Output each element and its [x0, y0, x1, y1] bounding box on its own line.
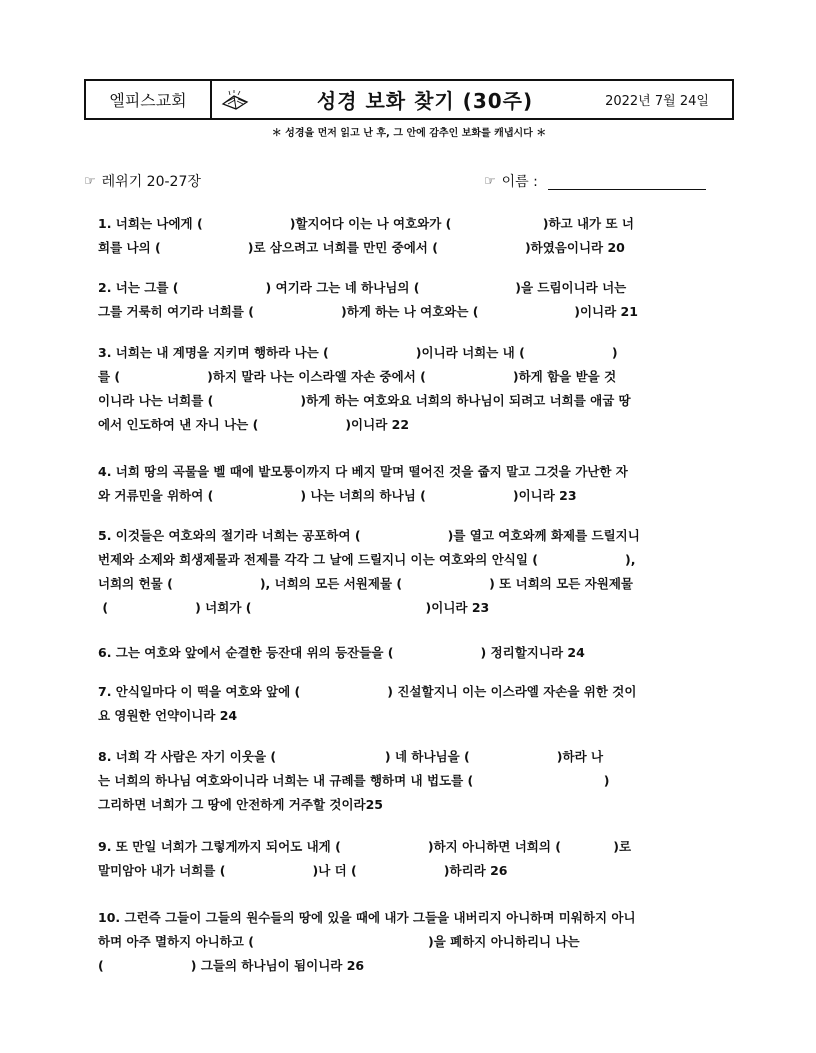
- question-line: 요 영원한 언약이니라 24: [98, 708, 238, 723]
- question-8: [98, 745, 726, 817]
- question-line: 2. 너는 그를 ( ) 여기라 그는 네 하나님의 ( )을 드림이니라 너는: [98, 280, 627, 295]
- question-6: [98, 641, 726, 665]
- question-2: [98, 276, 726, 324]
- question-line: 10. 그런즉 그들이 그들의 원수들의 땅에 있을 때에 내가 그들을 내버리지 아니하며 미워하지 아니: [98, 910, 636, 925]
- question-line: 번제와 소제와 희생제물과 전제를 각각 그 날에 드릴지니 이는 여호와의 안식일 ( ),: [98, 552, 636, 567]
- question-line: 1. 너희는 나에게 ( )할지어다 이는 나 여호와가 ( )하고 내가 또 너: [98, 216, 634, 231]
- name-blank-line[interactable]: [548, 173, 706, 190]
- question-line: 그리하면 너희가 그 땅에 안전하게 거주할 것이라25: [98, 797, 384, 812]
- chapter-text: 레위기 20-27장: [101, 174, 201, 190]
- question-line: 하며 아주 멸하지 아니하고 ( )을 폐하지 아니하리니 나는: [98, 934, 580, 949]
- worksheet-header: [84, 79, 734, 120]
- question-7: [98, 680, 726, 728]
- question-line: ( ) 너희가 ( )이니라 23: [98, 600, 490, 615]
- chapter-range: [84, 171, 201, 191]
- question-line: 와 거류민을 위하여 ( ) 나는 너희의 하나님 ( )이니라 23: [98, 488, 577, 503]
- question-line: 8. 너희 각 사람은 자기 이웃을 ( ) 네 하나님을 ( )하라 나: [98, 749, 604, 764]
- question-line: 희를 나의 ( )로 삼으려고 너희를 만민 중에서 ( )하였음이니라 20: [98, 240, 625, 255]
- name-label: 이름 :: [501, 174, 538, 190]
- pointing-hand-icon: ☞: [484, 173, 496, 189]
- question-line: 는 너희의 하나님 여호와이니라 너희는 내 규례를 행하며 내 법도를 ( ): [98, 773, 610, 788]
- question-line: 7. 안식일마다 이 떡을 여호와 앞에 ( ) 진설할지니 이는 이스라엘 자손을 위한 것이: [98, 684, 637, 699]
- question-10: [98, 906, 726, 978]
- church-name: 엘피스교회: [86, 81, 212, 118]
- question-line: ( ) 그들의 하나님이 됨이니라 26: [98, 958, 365, 973]
- question-5: [98, 524, 726, 620]
- question-3: [98, 341, 726, 437]
- question-1: [98, 212, 726, 260]
- question-line: 6. 그는 여호와 앞에서 순결한 등잔대 위의 등잔들을 ( ) 정리할지니라 24: [98, 645, 585, 660]
- question-line: 를 ( )하지 말라 나는 이스라엘 자손 중에서 ( )하게 함을 받을 것: [98, 369, 617, 384]
- question-line: 말미암아 내가 너희를 ( )나 더 ( )하리라 26: [98, 863, 508, 878]
- question-line: 5. 이것들은 여호와의 절기라 너희는 공포하여 ( )를 열고 여호와께 화제를 드릴지니: [98, 528, 640, 543]
- question-line: 에서 인도하여 낸 자니 나는 ( )이니라 22: [98, 417, 410, 432]
- question-line: 그를 거룩히 여기라 너희를 ( )하게 하는 나 여호와는 ( )이니라 21: [98, 304, 638, 319]
- open-book-icon: [212, 81, 258, 118]
- question-line: 9. 또 만일 너희가 그렇게까지 되어도 내게 ( )하지 아니하면 너희의 ( )로: [98, 839, 632, 854]
- instruction-subtitle: ＊ 성경을 먼저 읽고 난 후, 그 안에 감추인 보화를 캐냅시다 ＊: [271, 128, 547, 139]
- question-line: 이니라 나는 너희를 ( )하게 하는 여호와요 너희의 하나님이 되려고 너희를 애굽 땅: [98, 393, 631, 408]
- question-line: 너희의 헌물 ( ), 너희의 모든 서원제물 ( ) 또 너희의 모든 자원제물: [98, 576, 633, 591]
- worksheet-title: 성경 보화 찾기 (30주): [316, 89, 534, 113]
- question-line: 4. 너희 땅의 곡물을 벨 때에 밭모퉁이까지 다 베지 말며 떨어진 것을 줍지 말고 그것을 가난한 자: [98, 464, 628, 479]
- question-9: [98, 835, 726, 883]
- name-field: [484, 171, 706, 191]
- question-line: 3. 너희는 내 계명을 지키며 행하라 나는 ( )이니라 너희는 내 ( ): [98, 345, 618, 360]
- pointing-hand-icon: ☞: [84, 173, 96, 189]
- question-4: [98, 460, 726, 508]
- worksheet-date: 2022년 7월 24일: [605, 94, 709, 109]
